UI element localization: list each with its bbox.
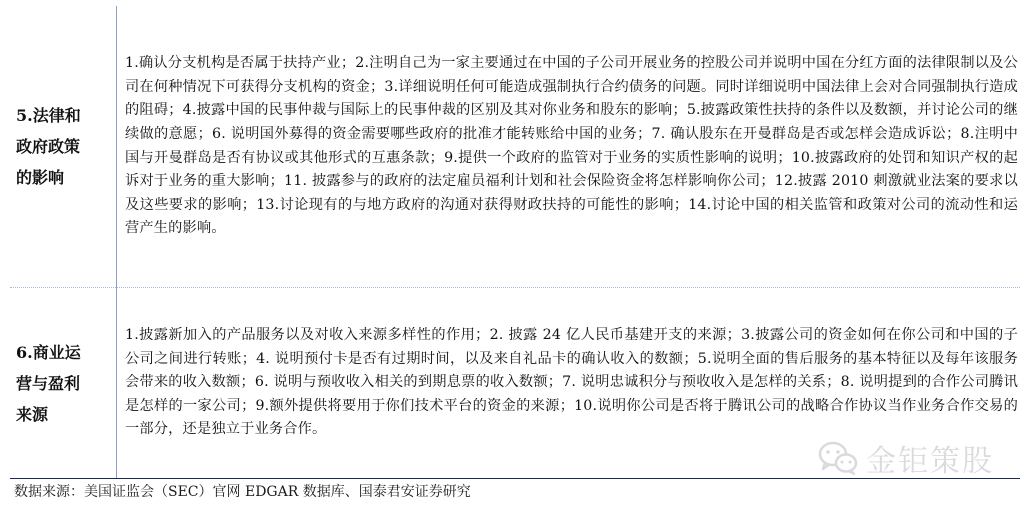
category-cell [10,6,117,288]
requirements-table [10,6,1020,479]
content-cell [117,6,1021,288]
category-label: 5.法律和 政府政策 的影响 [16,106,81,187]
wechat-icon [818,441,858,475]
content-text: 1.确认分支机构是否属于扶持产业；2.注明自己为一家主要通过在中国的子公司开展业务的控股公司并说明中国在分红方面的法律限制以及公司在何种情况下可获得分支机构的资金；3.详细说明任何可能造成强制执行合约债务的问题。同时详细说明中国法律上会对合同强制执行造成的阻碍；4.披露中国的民事仲裁与国际上的民事仲裁的区别及其对你业务和股东的影响；5.披露政策性扶持的条件以及数额，并讨论公司的继续做的意愿；6. 说明国外募得的资金需要哪些政府的批准才能转账给中国的业务；7. 确认股东在开曼群岛是否或怎样会造成诉讼；8.注明中国与开曼群岛是否有协议或其他形式的互惠条款；9.提供一个政府的监管对于业务的实质性影响的说明；10.披露政府的处罚和知识产权的起诉对于业务的重大影响；11. 披露参与的政府的法定雇员福利计划和社会保险资金将怎样影响你公司；12.披露 2010 刺激就业法案的要求以及这些要求的影响；13.讨论现有的与地方政府的沟通对获得财政扶持的可能性的影响；14.讨论中国的相关监管和政策对公司的流动性和运营产生的影响。 [125,55,1018,237]
category-label: 6.商业运 营与盈利 来源 [16,342,81,424]
table-row [10,6,1020,288]
content-text: 1.披露新加入的产品服务以及对收入来源多样性的作用；2. 披露 24 亿人民币基建开支的来源；3.披露公司的资金如何在你公司和中国的子公司之间进行转账；4. 说明预付卡是否有过期时间，以及来自礼品卡的确认收入的数额；5.说明全面的售后服务的基本特征以及每年该服务会带来的收入数额；6. 说明与预收收入相关的到期息票的收入数额；7. 说明忠诚积分与预收收入是怎样的关系；8. 说明提到的合作公司腾讯是怎样的一家公司；9.额外提供将要用于你们技术平台的资金的来源；10.说明你公司是否将于腾讯公司的战略合作协议当作业务合作交易的一部分，还是独立于业务合作。 [125,327,1018,438]
watermark [818,436,994,480]
source-footnote: 数据来源：美国证监会（SEC）官网 EDGAR 数据库、国泰君安证券研究 [14,484,471,500]
category-cell [10,288,117,479]
watermark-text: 金钜策股 [866,444,994,479]
